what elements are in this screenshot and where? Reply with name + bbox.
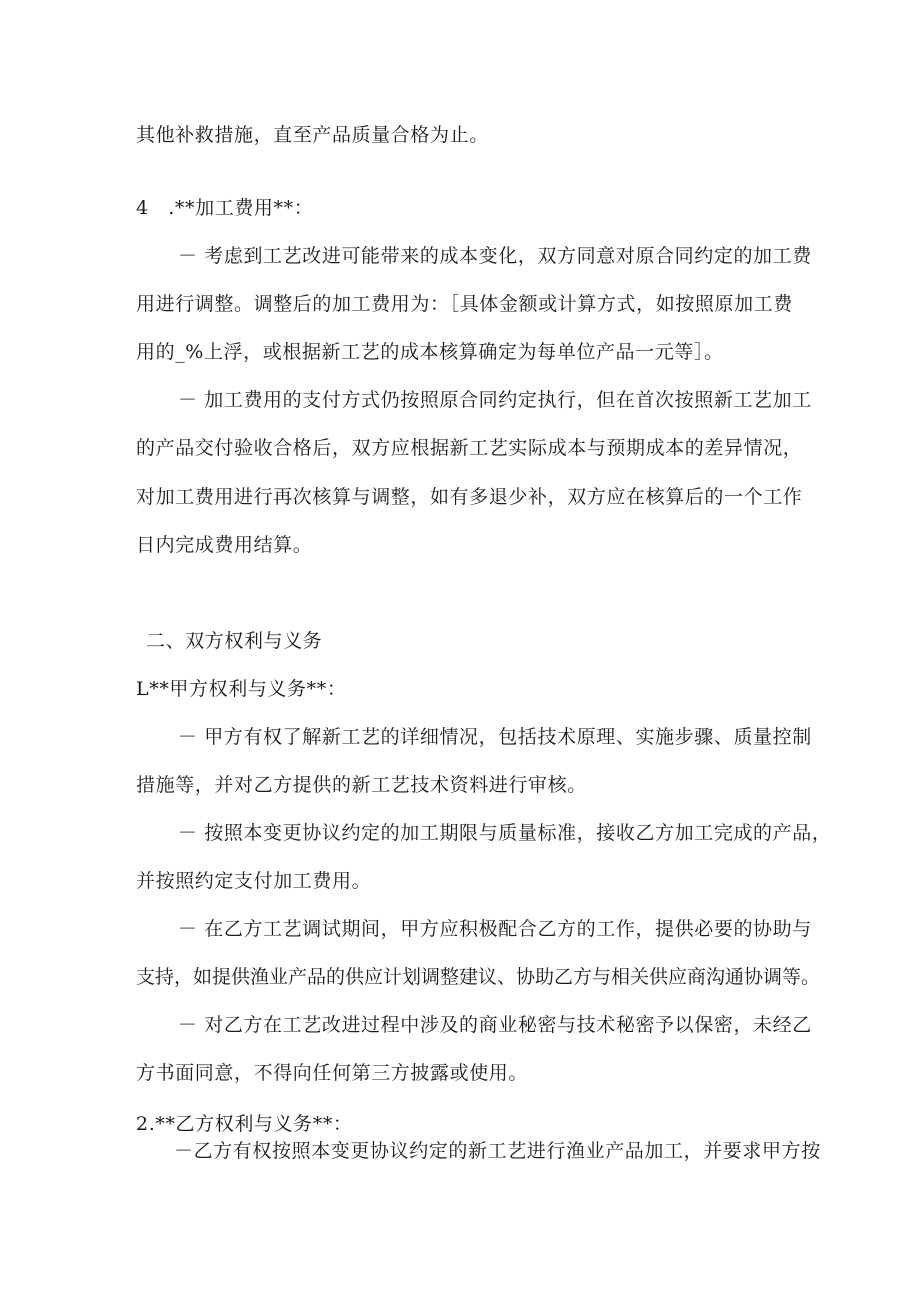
paragraph-line: － 在乙方工艺调试期间，甲方应积极配合乙方的工作，提供必要的协助与 <box>178 918 812 940</box>
paragraph-line: 的产品交付验收合格后，双方应根据新工艺实际成本与预期成本的差异情况， <box>136 437 803 459</box>
paragraph-line: 支持，如提供渔业产品的供应计划调整建议、协助乙方与相关供应商沟通协调等。 <box>136 966 821 988</box>
paragraph-line: 并按照约定支付加工费用。 <box>136 870 372 892</box>
paragraph-line: 用进行调整。调整后的加工费用为：［具体金额或计算方式，如按照原加工费 <box>136 293 793 315</box>
paragraph-line-remedy-end: 其他补救措施，直至产品质量合格为止。 <box>136 124 489 146</box>
paragraph-line: － 按照本变更协议约定的加工期限与质量标准，接收乙方加工完成的产品， <box>178 822 832 844</box>
paragraph-line: － 考虑到工艺改进可能带来的成本变化，双方同意对原合同约定的加工费 <box>178 245 812 267</box>
section-heading-processing-fee: 4 .**加工费用**： <box>136 197 314 219</box>
chapter-heading-rights-obligations: 二、双方权利与义务 <box>146 630 323 652</box>
section-heading-party-b: 2.**乙方权利与义务**： <box>136 1113 353 1135</box>
paragraph-line: 对加工费用进行再次核算与调整，如有多退少补，双方应在核算后的一个工作 <box>136 486 803 508</box>
paragraph-line: － 甲方有权了解新工艺的详细情况，包括技术原理、实施步骤、质量控制 <box>178 726 812 748</box>
paragraph-line: －乙方有权按照本变更协议约定的新工艺进行渔业产品加工，并要求甲方按 <box>174 1140 821 1162</box>
paragraph-line: － 对乙方在工艺改进过程中涉及的商业秘密与技术秘密予以保密，未经乙 <box>178 1014 812 1036</box>
paragraph-line: 方书面同意，不得向任何第三方披露或使用。 <box>136 1062 529 1084</box>
paragraph-line: 日内完成费用结算。 <box>136 534 313 556</box>
paragraph-line: 措施等，并对乙方提供的新工艺技术资料进行审核。 <box>136 774 587 796</box>
paragraph-line: 用的_%上浮，或根据新工艺的成本核算确定为每单位产品一元等］。 <box>136 341 724 363</box>
section-heading-party-a: L**甲方权利与义务**： <box>136 678 347 700</box>
paragraph-line: － 加工费用的支付方式仍按照原合同约定执行，但在首次按照新工艺加工 <box>178 389 812 411</box>
